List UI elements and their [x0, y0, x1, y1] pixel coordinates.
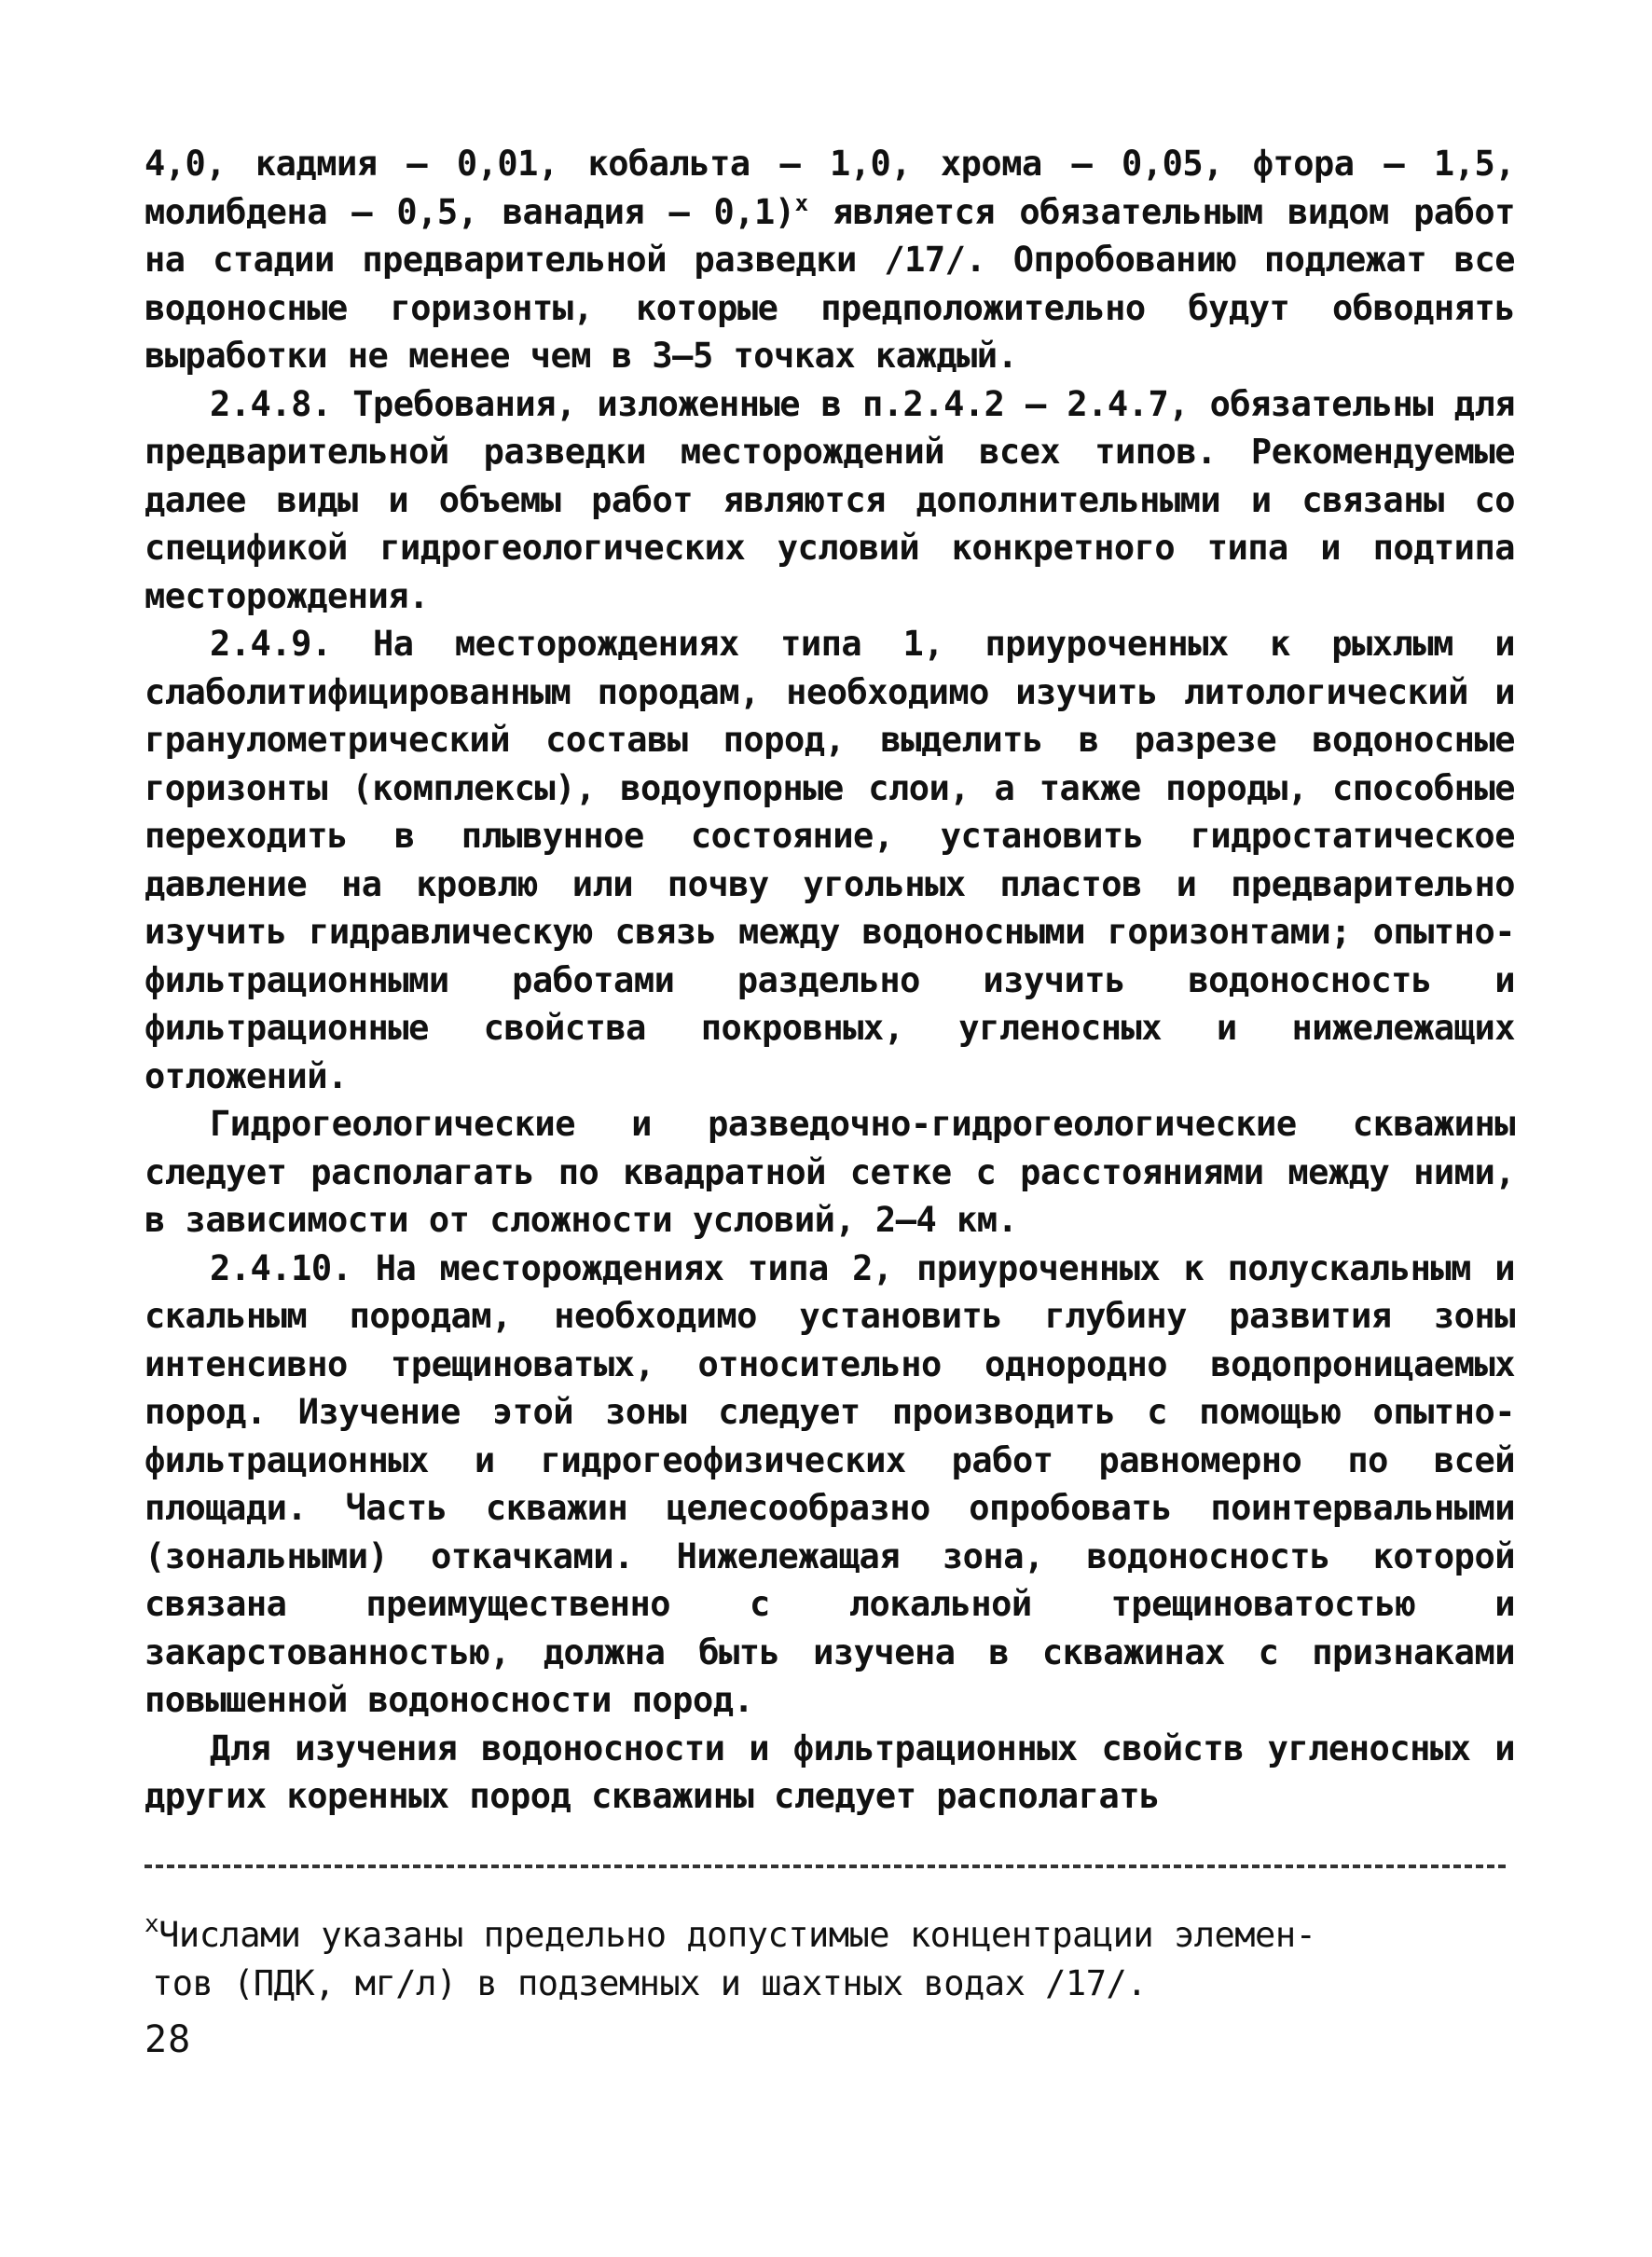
footnote-reference-mark: x [794, 189, 808, 216]
footnote-separator [145, 1865, 1506, 1868]
paragraph-4: Гидрогеологические и разведочно-гидрогеологические скважины следует располагать по квадратной сетке с расстояниями между ними, в зависимости от сложности условий, 2–4 км. [145, 1104, 1515, 1240]
paragraph-1 [145, 140, 1515, 380]
paragraph-1-text: 4,0, кадмия – 0,01, кобальта – 1,0, хрома – 0,05, фтора – 1,5, молибдена – 0,5, ванадия – 0,1) [145, 144, 1515, 232]
paragraph-6: Для изучения водоносности и фильтрационных свойств угленосных и других коренных пород скважины следует располагать [145, 1727, 1515, 1816]
footnote-line-1: Числами указаны предельно допустимые концентрации элемен- [158, 1915, 1316, 1955]
page-number: 28 [145, 2018, 192, 2061]
footnote [145, 1911, 1506, 2008]
footnote-line-2: тов (ПДК, мг/л) в подземных и шахтных водах /17/. [152, 1963, 1148, 2003]
paragraph-2: 2.4.8. Требования, изложенные в п.2.4.2 – 2.4.7, обязательны для предварительной разведки месторождений всех типов. Рекомендуемые далее виды и объемы работ являются дополнительными и связаны со спецификой гидрогеологических условий конкретного типа и подтипа месторождения. [145, 383, 1515, 616]
main-text [145, 140, 1515, 1821]
paragraph-3: 2.4.9. На месторождениях типа 1, приуроченных к рыхлым и слаболитифицированным породам, необходимо изучить литологический и гранулометрический составы пород, выделить в разрезе водоносные горизонты (комплексы), водоупорные слои, а также породы, способные переходить в плывунное состояние, установить гидростатическое давление на кровлю или почву угольных пластов и предварительно изучить гидравлическую связь между водоносными горизонтами; опытно-фильтрационными работами раздельно изучить водоносность и фильтрационные свойства покровных, угленосных и нижележащих отложений. [145, 624, 1515, 1096]
footnote-symbol: x [145, 1910, 159, 1938]
paragraph-5: 2.4.10. На месторождениях типа 2, приуроченных к полускальным и скальным породам, необходимо установить глубину развития зоны интенсивно трещиноватых, относительно однородно водопроницаемых пород. Изучение этой зоны следует производить с помощью опытно-фильтрационных и гидрогеофизических работ равномерно по всей площади. Часть скважин целесообразно опробовать поинтервальными (зональными) откачками. Нижележащая зона, водоносность которой связана преимущественно с локальной трещиноватостью и закарстованностью, должна быть изучена в скважинах с признаками повышенной водоносности пород. [145, 1247, 1515, 1720]
paragraph-1-tail: является обязательным видом работ на стадии предварительной разведки /17/. Опробованию подлежат все водоносные горизонты, которые предположительно будут обводнять выработки не менее чем в 3–5 точках каждый. [145, 191, 1515, 376]
